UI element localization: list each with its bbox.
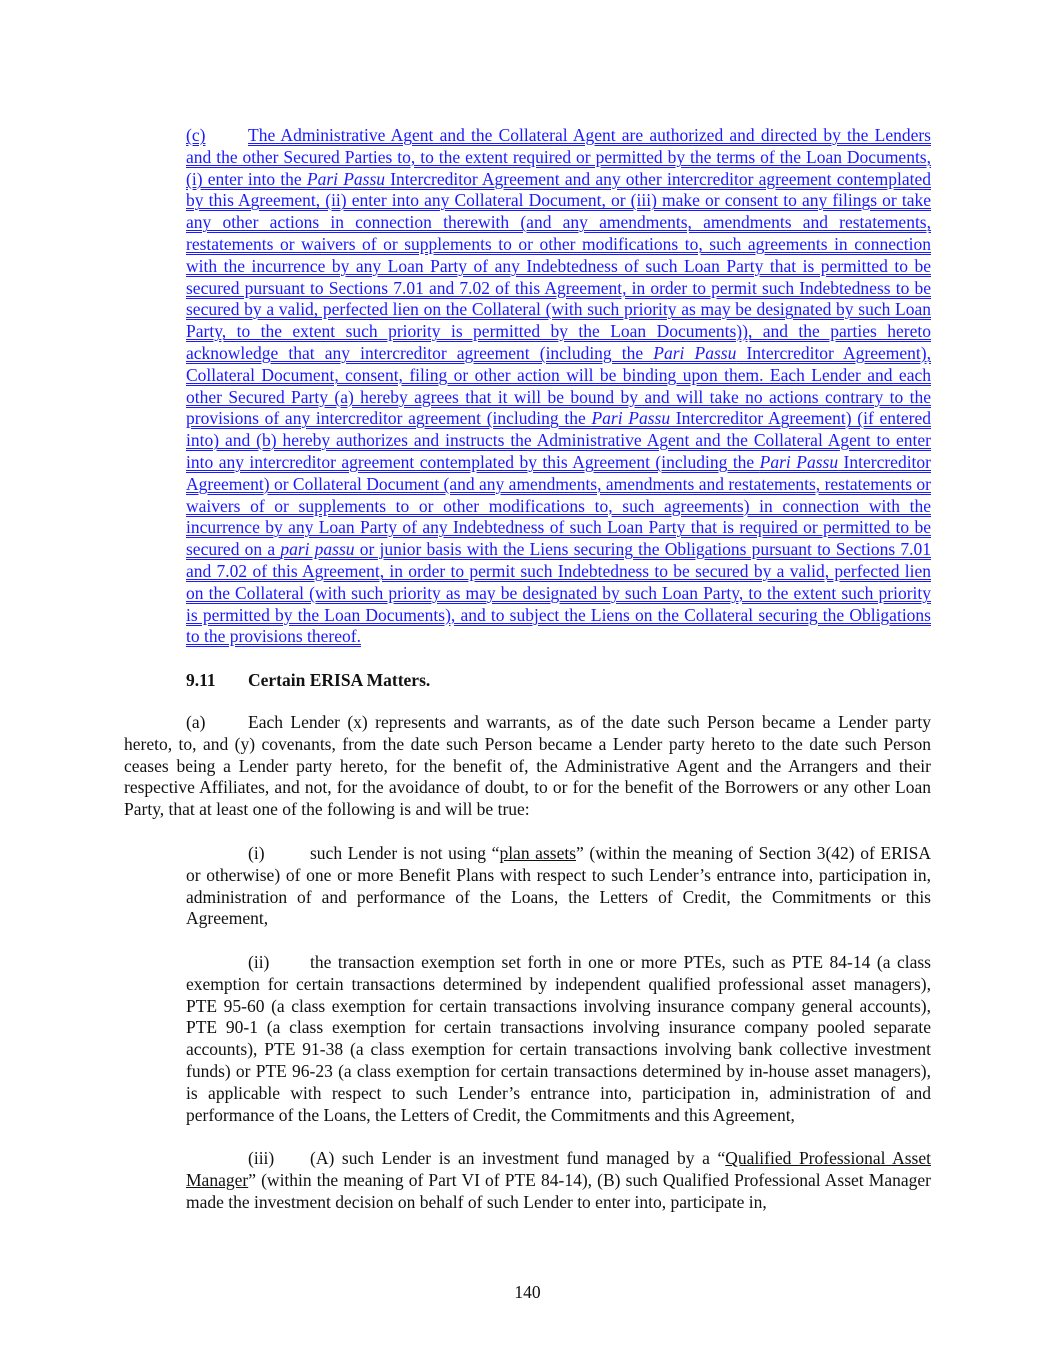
paragraph-c-text-1: The Administrative Agent and the Collateral Agent are authorized and directed by the Lenders and the other Secured Parties to, to the extent required or permitted by the terms of the Loan Documents, (i) enter into the [186,125,931,189]
paragraph-a-text: Each Lender (x) represents and warrants, as of the date such Person became a Lender party hereto, to, and (y) covenants, from the date such Person became a Lender party hereto to the date such Person ceases being a Lender party hereto, for the benefit of, the Administrative Agent and the Arrangers and their respective Affiliates, and not, for the avoidance of doubt, to or for the benefit of the Borrowers or any other Loan Party, that at least one of the following is and will be true: [124,711,931,820]
paragraph-c-text-5: Intercreditor Agreement) or Collateral Document (and any amendments, amendments and restatements, restatements or waivers of or supplements to or other modifications to, such agreements) in connection with the incurrence by any Loan Party of any Indebtedness of such Loan Party that is required or permitted to be secured on a [186,451,931,560]
paragraph-c-text-2: Intercreditor Agreement and any other intercreditor agreement contemplated by this Agreement, (ii) enter into any Collateral Document, or (iii) make or consent to any filings or take any other actions in connection therewith (and any amendments, amendments and restatements, restatements or waivers of or supplements to or other modifications to, such agreements in connection with the incurrence by any Loan Party of any Indebtedness of such Loan Party that is permitted to be secured pursuant to Sections 7.01 and 7.02 of this Agreement, in order to permit such Indebtedness to be secured by a valid, perfected lien on the Collateral (with such priority as may be designated by such Loan Party, to the extent such priority is permitted by the Loan Documents)), and the parties hereto acknowledge that any intercreditor agreement (including the [186,168,931,363]
clause-iii-text-1: (A) such Lender is an investment fund managed by a “ [310,1148,726,1169]
section-number: 9.11 [186,670,216,691]
section-heading [124,670,931,692]
italic-term: Pari Passu [306,168,386,189]
italic-term: Pari Passu [591,408,671,429]
defined-term: Qualified Professional Asset Manager [186,1148,931,1191]
paragraph-c-text-3: Intercreditor Agreement), Collateral Document, consent, filing or other action will be binding upon them. Each Lender and each other Secured Party (a) hereby agrees that it will be bound by and will take no actions contrary to the provisions of any intercreditor agreement (including the [186,342,931,429]
clause-label-ii: (ii) [248,952,270,973]
clause-iii-text-2: ” (within the meaning of Part VI of PTE 84-14), (B) such Qualified Professional Asset Manager made the investment decision on behalf of such Lender to enter into, participate in, [186,1170,931,1213]
clause-iii [186,1148,931,1213]
paragraph-c-text-6: or junior basis with the Liens securing the Obligations pursuant to Sections 7.01 and 7.02 of this Agreement, in order to permit such Indebtedness to be secured by a valid, perfected lien on the Collateral (with such priority as may be designated by such Loan Party, to the extent such priority is permitted by the Loan Documents), and to subject the Liens on the Collateral securing the Obligations to the provisions thereof. [186,539,932,647]
clause-label-i: (i) [248,842,265,863]
paragraph-label-a: (a) [186,711,206,732]
document-page [124,125,931,1214]
italic-term: Pari Passu [653,342,737,363]
paragraph-a [124,712,931,821]
clause-ii-text: the transaction exemption set forth in one or more PTEs, such as PTE 84-14 (a class exemption for certain transactions determined by independent qualified professional asset managers), PTE 95-60 (a class exemption for certain transactions involving insurance company general accounts), PTE 90-1 (a class exemption for certain transactions involving insurance company pooled separate accounts), PTE 91-38 (a class exemption for certain transactions involving bank collective investment funds) or PTE 96-23 (a class exemption for certain transactions determined by in-house asset managers), is applicable with respect to such Lender’s entrance into, participation in, administration of and performance of the Loans, the Letters of Credit, the Commitments and this Agreement, [186,952,931,1125]
paragraph-c-text-4: Intercreditor Agreement) (if entered into) and (b) hereby authorizes and instructs the Administrative Agent and the Collateral Agent to enter into any intercreditor agreement contemplated by this Agreement (including the [186,408,931,472]
italic-term: pari passu [280,539,355,560]
defined-term: plan assets [499,842,577,863]
clause-label-iii: (iii) [248,1148,275,1169]
clause-ii [186,952,931,1126]
paragraph-label-c: (c) [186,125,206,145]
section-title: Certain ERISA Matters. [248,670,431,691]
inserted-paragraph-c [124,125,931,648]
page-number: 140 [514,1282,541,1302]
clause-i-text-2: ” (within the meaning of Section 3(42) of ERISA or otherwise) of one or more Benefit Plans with respect to such Lender’s entrance into, participation in, administration of and performance of the Loans, the Letters of Credit, the Commitments or this Agreement, [186,842,931,929]
clause-i [186,843,931,930]
clause-i-text-1: such Lender is not using “ [310,842,500,863]
italic-term: Pari Passu [759,451,839,472]
